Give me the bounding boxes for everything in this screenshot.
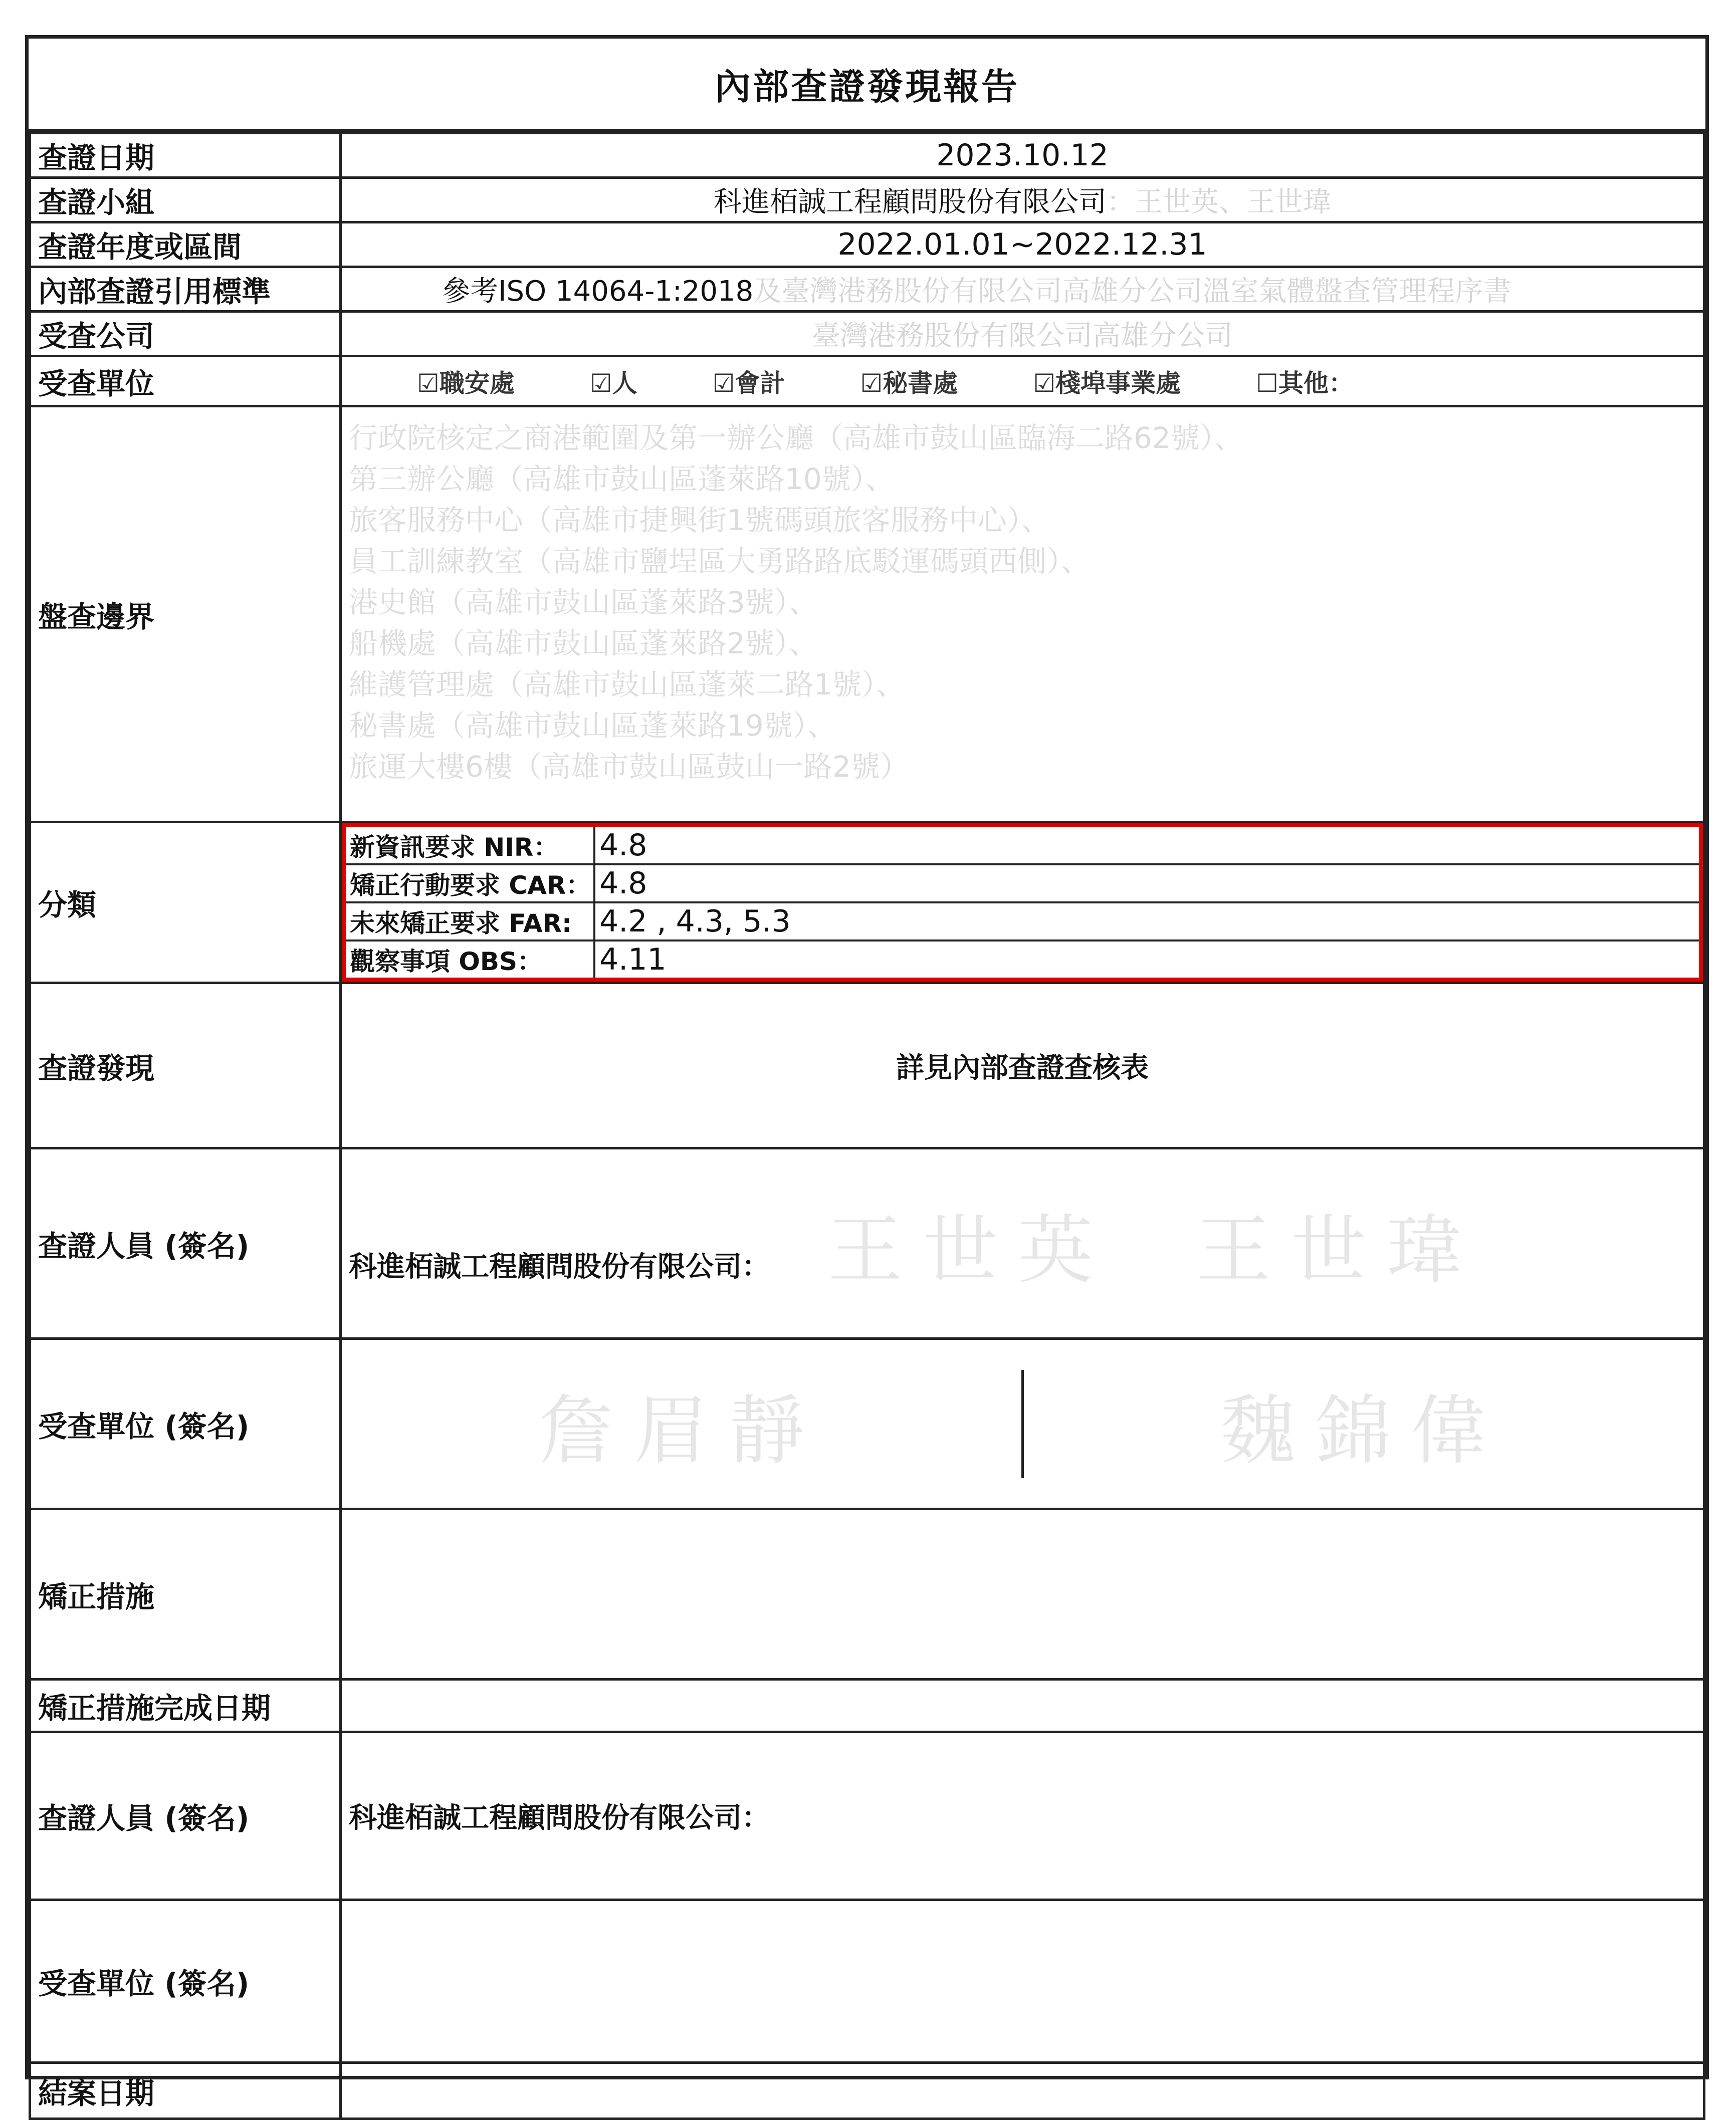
row-period: [30, 222, 1704, 267]
classification-table: [342, 823, 1703, 982]
findings-value: 詳見內部查證查核表: [341, 983, 1704, 1148]
row-auditee-sign: [30, 1339, 1704, 1509]
verifier-sign2-cell: [341, 1732, 1704, 1900]
standard-label: 內部查證引用標準: [30, 267, 341, 312]
row-auditee-sign-2: [30, 1900, 1704, 2063]
row-team: [30, 178, 1704, 222]
unit-label: 受查單位: [30, 356, 341, 406]
report-table: [29, 132, 1705, 2120]
auditee-sign2-cell: [341, 1900, 1704, 2063]
classification-label: 分類: [30, 822, 341, 983]
classification-value: 4.11: [594, 940, 1701, 980]
auditee-sign-right: [1024, 1370, 1703, 1478]
findings-label: 查證發現: [30, 983, 341, 1148]
scope-line: 旅運大樓6樓（高雄市鼓山區鼓山一路2號）: [349, 750, 909, 784]
company-label: 受查公司: [30, 312, 341, 356]
verifier2-company: 科進栢誠工程顧問股份有限公司：: [349, 1802, 770, 1834]
team-label: 查證小組: [30, 178, 341, 222]
auditee-sign-left: [342, 1370, 1024, 1478]
classification-key: 觀察事項 OBS：: [344, 940, 594, 980]
standard-value: 參考ISO 14064-1:2018: [442, 275, 754, 308]
closing-date-label: 結案日期: [30, 2063, 341, 2119]
classification-key: 矯正行動要求 CAR：: [344, 864, 594, 902]
corrective-date-label: 矯正措施完成日期: [30, 1680, 341, 1732]
auditee-sign-cell: [341, 1339, 1704, 1509]
scope-line: 旅客服務中心（高雄市捷興街1號碼頭旅客服務中心）、: [349, 503, 1050, 537]
row-classification: [30, 822, 1704, 983]
unit-option-accounting: ☑會計: [712, 368, 785, 398]
auditee-sign-split: [342, 1370, 1703, 1478]
row-corrective: [30, 1509, 1704, 1680]
classification-value: 4.8: [594, 864, 1701, 902]
classification-row: [344, 902, 1701, 940]
scope-line: 秘書處（高雄市鼓山區蓬萊路19號）、: [349, 709, 836, 743]
scope-line: 第三辦公廳（高雄市鼓山區蓬萊路10號）、: [349, 462, 895, 496]
row-scope: [30, 406, 1704, 822]
row-findings: [30, 983, 1704, 1148]
classification-row: [344, 864, 1701, 902]
period-label: 查證年度或區間: [30, 222, 341, 267]
auditee-sign2-label: 受查單位 (簽名): [30, 1900, 341, 2063]
row-verifier-sign: [30, 1148, 1704, 1339]
team-members: ：王世英、王世瑋: [1107, 186, 1331, 218]
team-value: [341, 178, 1704, 222]
classification-value: 4.8: [594, 825, 1701, 864]
scope-line: 行政院核定之商港範圍及第一辦公廳（高雄市鼓山區臨海二路62號）、: [349, 421, 1243, 455]
classification-cell: [341, 822, 1704, 983]
unit-options: [417, 363, 1696, 399]
verifier-signature-image: 王世瑋: [1196, 1207, 1482, 1294]
classification-value: 4.2 , 4.3, 5.3: [594, 902, 1701, 940]
classification-key: 未來矯正要求 FAR:: [344, 902, 594, 940]
row-date: [30, 133, 1704, 178]
standard-value-cell: [341, 267, 1704, 312]
date-value: 2023.10.12: [341, 133, 1704, 178]
row-standard: [30, 267, 1704, 312]
unit-option-terminal: ☑棧埠事業處: [1033, 368, 1181, 398]
corrective-label: 矯正措施: [30, 1509, 341, 1680]
classification-key: 新資訊要求 NIR：: [344, 825, 594, 864]
scope-line: 港史館（高雄市鼓山區蓬萊路3號）、: [349, 585, 818, 619]
company-value: 臺灣港務股份有限公司高雄分公司: [341, 312, 1704, 356]
scope-line: 員工訓練教室（高雄市鹽埕區大勇路路底駁運碼頭西側）、: [349, 544, 1091, 578]
corrective-date-value: [341, 1680, 1704, 1732]
row-verifier-sign-2: [30, 1732, 1704, 1900]
unit-option-hr: ☑人: [589, 368, 637, 398]
standard-extra: 及臺灣港務股份有限公司高雄分公司溫室氣體盤查管理程序書: [753, 275, 1511, 308]
team-company: 科進栢誠工程顧問股份有限公司: [714, 186, 1107, 218]
report-form: [25, 35, 1709, 2110]
row-corrective-date: [30, 1680, 1704, 1732]
scope-line: 維護管理處（高雄市鼓山區蓬萊二路1號）、: [349, 667, 905, 701]
scope-label: 盤查邊界: [30, 406, 341, 822]
auditee-signature-image: 詹眉靜: [538, 1387, 824, 1475]
date-label: 查證日期: [30, 133, 341, 178]
unit-option-safety: ☑職安處: [417, 368, 515, 398]
classification-row: [344, 825, 1701, 864]
unit-option-secretariat: ☑秘書處: [860, 368, 958, 398]
verifier-sign-label: 查證人員 (簽名): [30, 1148, 341, 1339]
scope-line: 船機處（高雄市鼓山區蓬萊路2號）、: [349, 626, 818, 660]
verifier-sign-cell: [341, 1148, 1704, 1339]
row-unit: [30, 356, 1704, 406]
auditee-signature-image: 魏錦偉: [1220, 1387, 1506, 1475]
period-value: 2022.01.01~2022.12.31: [341, 222, 1704, 267]
verifier-sign2-label: 查證人員 (簽名): [30, 1732, 341, 1900]
auditee-sign-label: 受查單位 (簽名): [30, 1339, 341, 1509]
row-company: [30, 312, 1704, 356]
scope-lines: [341, 406, 1704, 822]
report-title: 內部查證發現報告: [29, 39, 1705, 132]
verifier-signature-image: 王世英: [827, 1207, 1114, 1294]
unit-option-other: ☐其他：: [1256, 368, 1354, 398]
classification-row: [344, 940, 1701, 980]
corrective-value: [341, 1509, 1704, 1680]
unit-options-cell: [341, 356, 1704, 406]
verifier-company: 科進栢誠工程顧問股份有限公司：: [349, 1250, 770, 1283]
